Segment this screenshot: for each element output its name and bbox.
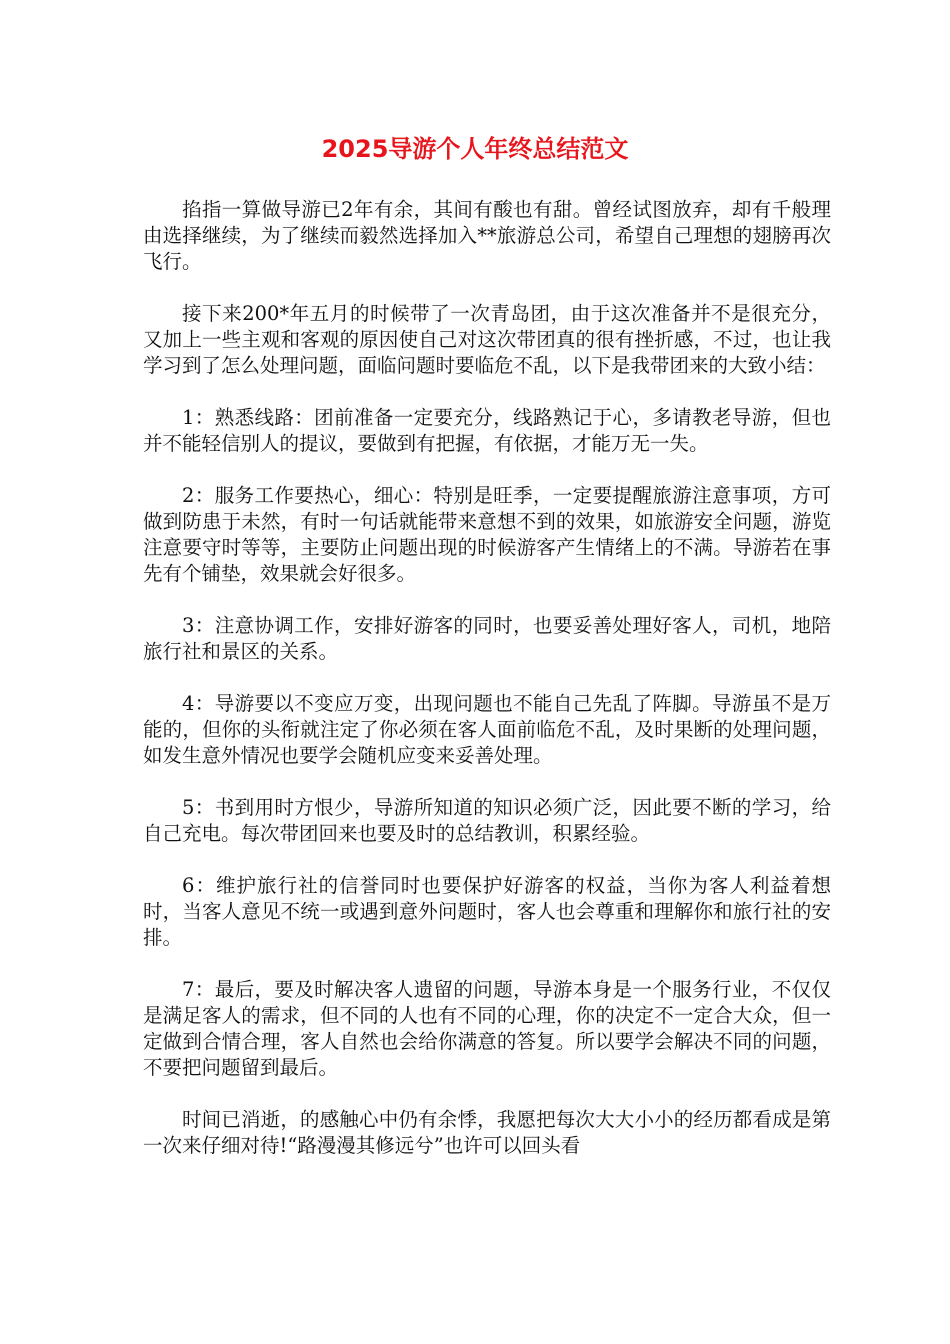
paragraph-intro: 掐指一算做导游已2年有余，其间有酸也有甜。曾经试图放弃，却有千般理由选择继续，为了继续而毅然选择加入**旅游总公司，希望自己理想的翅膀再次飞行。 (143, 198, 831, 273)
paragraph-point-2: 2：服务工作要热心，细心：特别是旺季，一定要提醒旅游注意事项，方可做到防患于未然，有时一句话就能带来意想不到的效果，如旅游安全问题，游览注意要守时等等，主要防止问题出现的时候游客产生情绪上的不满。导游若在事先有个铺垫，效果就会好很多。 (143, 484, 831, 585)
paragraph-point-1: 1：熟悉线路：团前准备一定要充分，线路熟记于心，多请教老导游，但也并不能轻信别人的提议，要做到有把握，有依据，才能万无一失。 (143, 406, 831, 455)
paragraph-point-6: 6：维护旅行社的信誉同时也要保护好游客的权益，当你为客人利益着想时，当客人意见不统一或遇到意外问题时，客人也会尊重和理解你和旅行社的安排。 (143, 874, 831, 949)
document-body (143, 197, 831, 1185)
paragraph-point-3: 3：注意协调工作，安排好游客的同时，也要妥善处理好客人，司机，地陪旅行社和景区的关系。 (143, 614, 831, 663)
paragraph-point-4: 4：导游要以不变应万变，出现问题也不能自己先乱了阵脚。导游虽不是万能的，但你的头衔就注定了你必须在客人面前临危不乱，及时果断的处理问题，如发生意外情况也要学会随机应变来妥善处理。 (143, 692, 831, 767)
paragraph-point-5: 5：书到用时方恨少，导游所知道的知识必须广泛，因此要不断的学习，给自己充电。每次带团回来也要及时的总结教训，积累经验。 (143, 796, 831, 845)
paragraph-background: 接下来200*年五月的时候带了一次青岛团，由于这次准备并不是很充分，又加上一些主观和客观的原因使自己对这次带团真的很有挫折感，不过，也让我学习到了怎么处理问题，面临问题时要临危不乱，以下是我带团来的大致小结： (143, 302, 831, 377)
paragraph-point-7: 7：最后，要及时解决客人遗留的问题，导游本身是一个服务行业，不仅仅是满足客人的需求，但不同的人也有不同的心理，你的决定不一定合大众，但一定做到合情合理，客人自然也会给你满意的答复。所以要学会解决不同的问题，不要把问题留到最后。 (143, 978, 831, 1079)
paragraph-closing: 时间已消逝，的感触心中仍有余悸，我愿把每次大大小小的经历都看成是第一次来仔细对待!“路漫漫其修远兮”也许可以回头看 (143, 1108, 831, 1157)
document-title: 2025导游个人年终总结范文 (321, 135, 629, 163)
